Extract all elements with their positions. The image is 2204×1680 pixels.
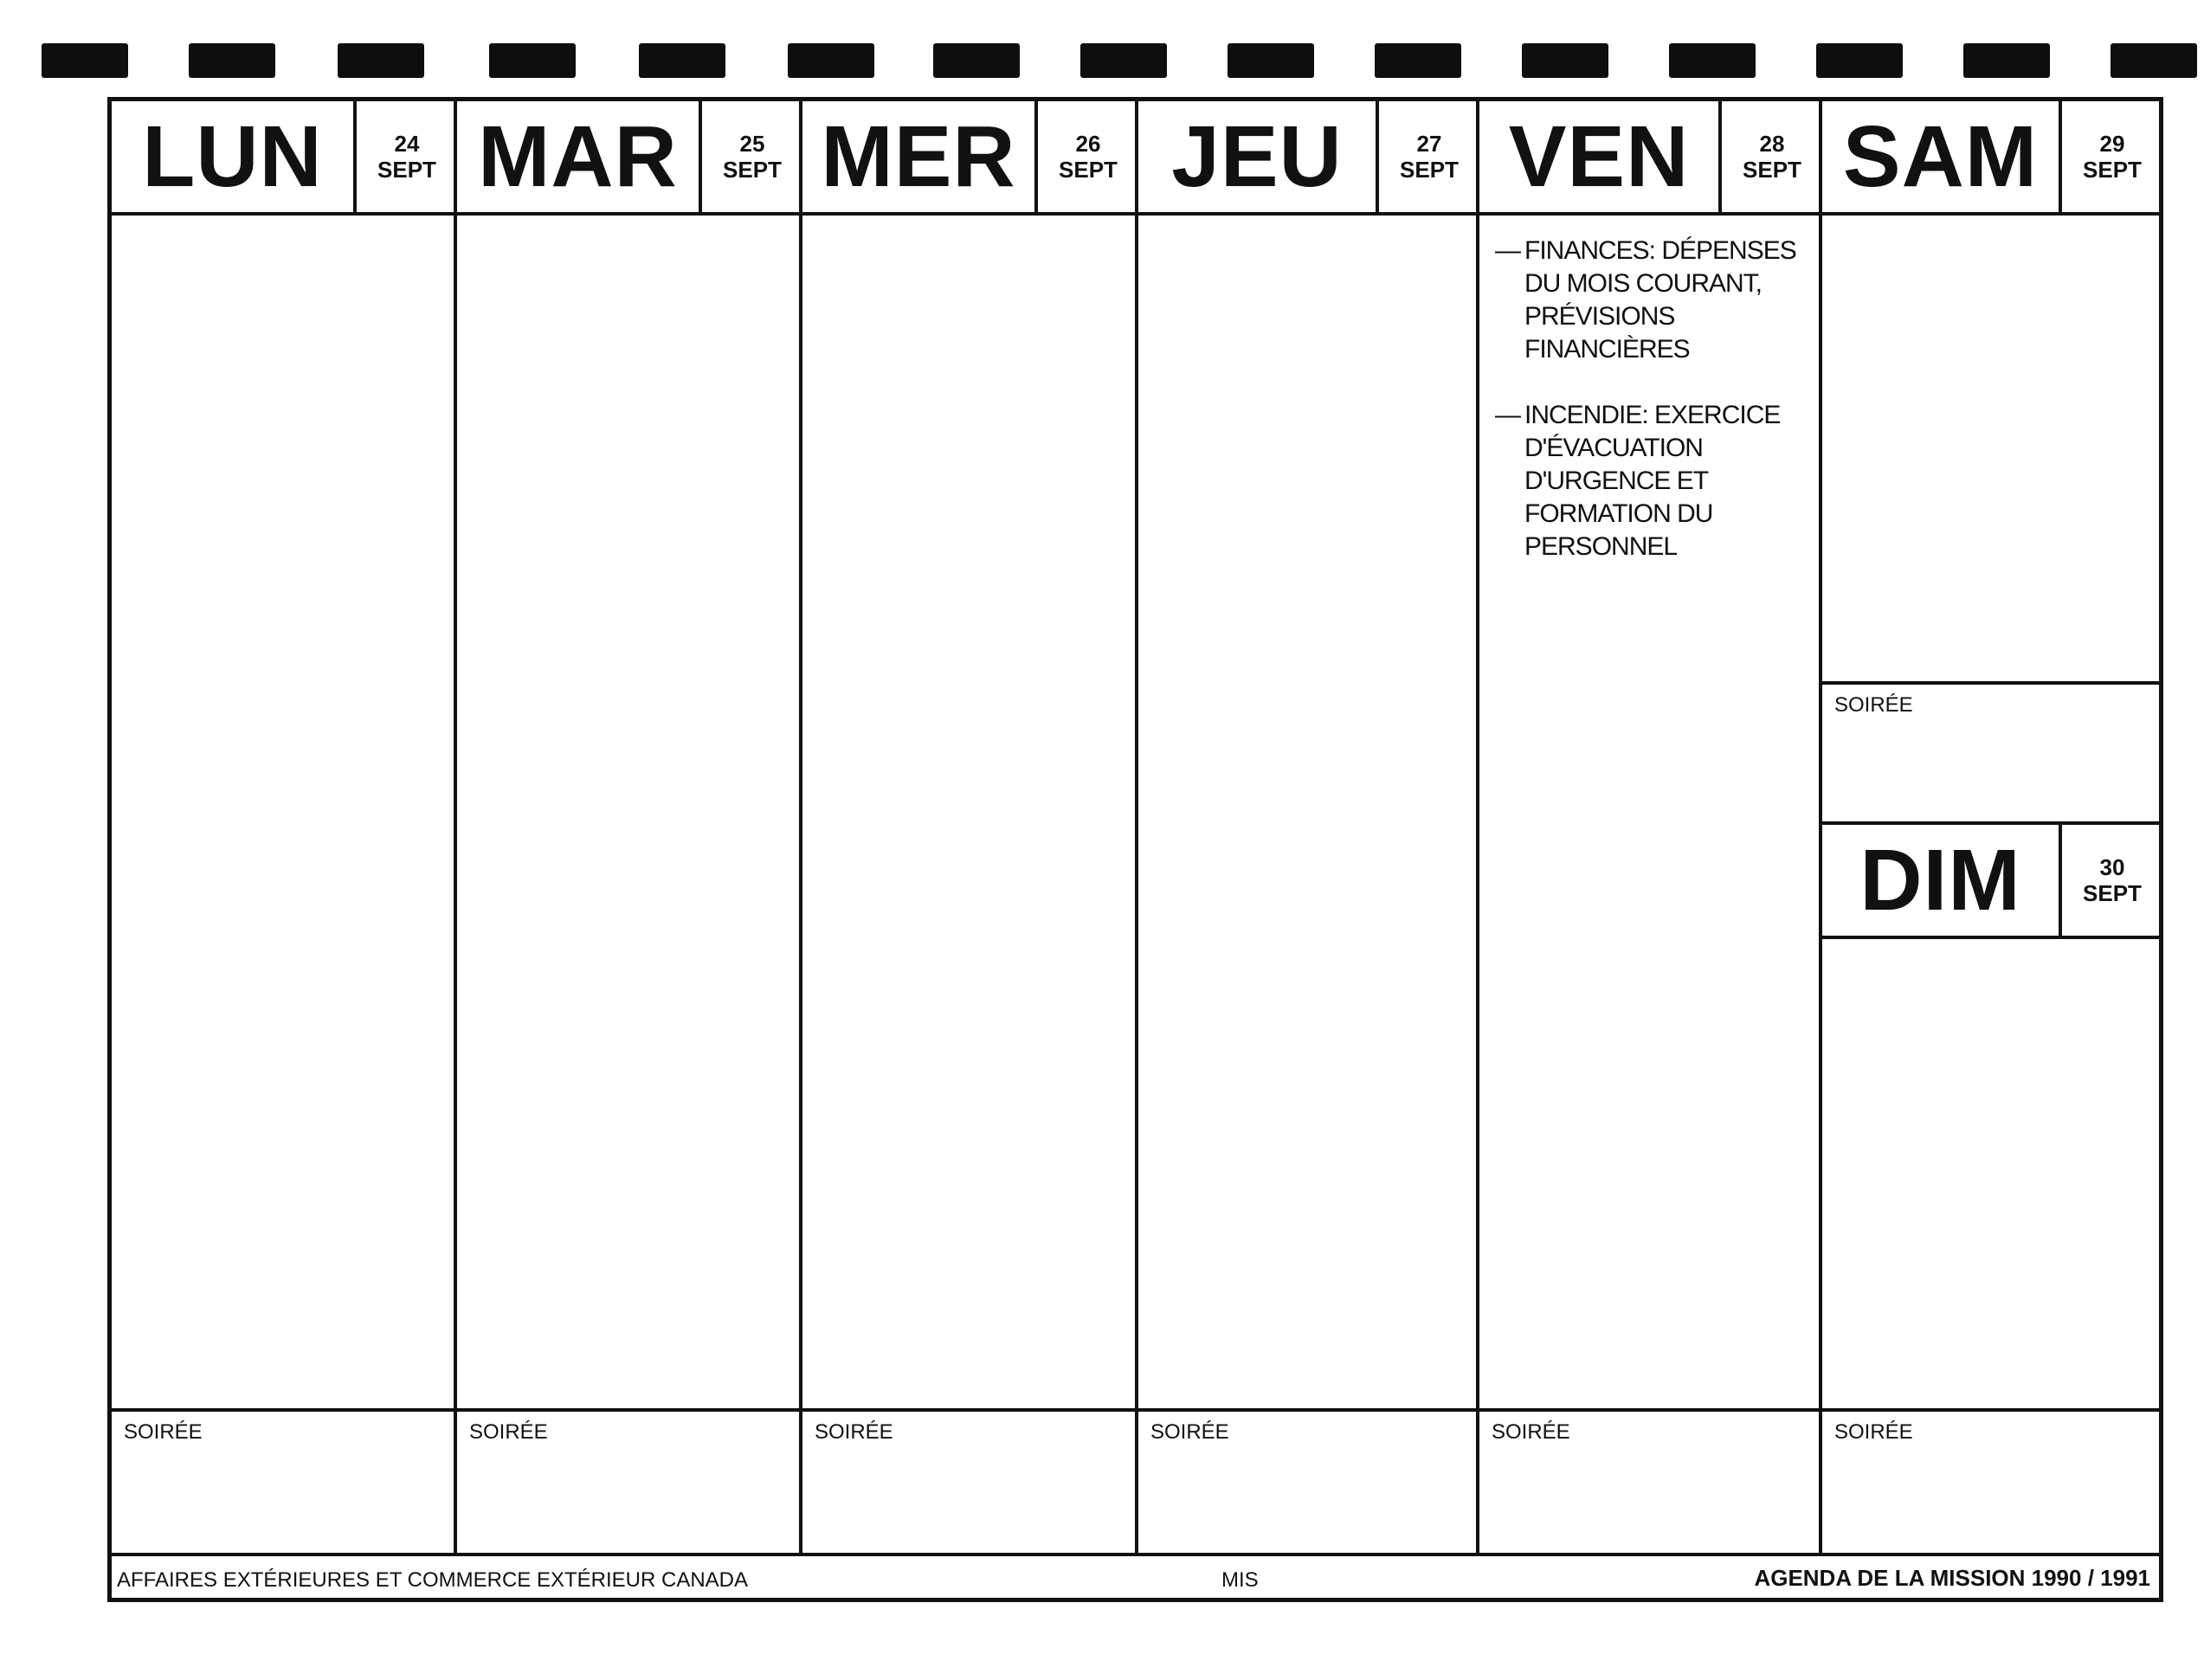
binder-hole: [639, 43, 725, 78]
day-column-thursday: [1138, 101, 1479, 1553]
binder-hole: [338, 43, 424, 78]
day-date: [706, 101, 799, 212]
day-month: SEPT: [377, 157, 436, 183]
sunday-notes-area[interactable]: [1822, 939, 2159, 1412]
day-notes-area[interactable]: [802, 216, 1135, 1412]
day-name: VEN: [1479, 101, 1722, 212]
day-column-monday: [112, 101, 457, 1553]
day-month: SEPT: [1400, 157, 1459, 183]
binder-hole: [1669, 43, 1756, 78]
note-text: FINANCES: DÉPENSES DU MOIS COURANT, PRÉVISIONS FINANCIÈRES: [1524, 236, 1796, 364]
binder-hole: [2111, 43, 2197, 78]
day-month: SEPT: [723, 157, 782, 183]
day-header: [802, 101, 1135, 216]
day-date: [360, 101, 454, 212]
day-date: [1725, 101, 1819, 212]
day-column-tuesday: [457, 101, 802, 1553]
day-number: 26: [1075, 131, 1101, 157]
footer-department: AFFAIRES EXTÉRIEURES ET COMMERCE EXTÉRIEUR CANADA: [117, 1568, 749, 1592]
evening-section[interactable]: [1479, 1412, 1819, 1553]
day-date: [1382, 101, 1476, 212]
day-number: 29: [2099, 131, 2125, 157]
day-header-sunday: [1822, 825, 2159, 939]
day-header: [1138, 101, 1476, 216]
day-column-weekend: [1822, 101, 2159, 1553]
footer-code: MIS: [1221, 1568, 1259, 1592]
day-month: SEPT: [1059, 157, 1118, 183]
agenda-notes: [1495, 235, 1815, 596]
day-number: 24: [394, 131, 420, 157]
binder-hole: [42, 43, 128, 78]
agenda-note: [1495, 235, 1815, 366]
evening-section[interactable]: [1138, 1412, 1476, 1553]
note-dash: —: [1495, 401, 1520, 429]
day-number: 25: [739, 131, 765, 157]
day-name: LUN: [112, 101, 357, 212]
binder-hole: [189, 43, 275, 78]
day-notes-area[interactable]: [1138, 216, 1476, 1412]
evening-section[interactable]: [112, 1412, 454, 1553]
day-column-friday: [1479, 101, 1822, 1553]
binder-hole: [1816, 43, 1903, 78]
day-month: SEPT: [2083, 157, 2142, 183]
day-date: [2065, 825, 2159, 936]
evening-label: SOIRÉE: [1150, 1420, 1229, 1444]
day-number: 27: [1416, 131, 1442, 157]
note-dash: —: [1495, 236, 1520, 265]
day-header-saturday: [1822, 101, 2159, 216]
day-header: [1479, 101, 1819, 216]
evening-label: SOIRÉE: [815, 1420, 893, 1444]
day-notes-area[interactable]: [112, 216, 454, 1412]
evening-label: SOIRÉE: [469, 1420, 548, 1444]
evening-label: SOIRÉE: [1834, 1420, 1913, 1444]
evening-label: SOIRÉE: [1834, 693, 1913, 717]
day-name: MAR: [457, 101, 702, 212]
binder-hole: [1228, 43, 1314, 78]
day-column-wednesday: [802, 101, 1138, 1553]
day-name: DIM: [1822, 825, 2062, 936]
day-name: MER: [802, 101, 1038, 212]
weekly-agenda: [107, 97, 2163, 1602]
binder-hole: [489, 43, 576, 78]
binder-hole: [1080, 43, 1167, 78]
day-date: [1041, 101, 1135, 212]
note-text: INCENDIE: EXERCICE D'ÉVACUATION D'URGENCE ET FORMATION DU PERSONNEL: [1524, 401, 1781, 561]
day-notes-area[interactable]: [457, 216, 799, 1412]
agenda-footer: [112, 1553, 2159, 1598]
footer-title: AGENDA DE LA MISSION 1990 / 1991: [1754, 1565, 2150, 1591]
binder-hole: [788, 43, 874, 78]
evening-label: SOIRÉE: [124, 1420, 203, 1444]
saturday-evening-section[interactable]: [1822, 685, 2159, 825]
day-month: SEPT: [2083, 880, 2142, 906]
binder-hole: [1963, 43, 2050, 78]
binder-hole: [1375, 43, 1461, 78]
evening-label: SOIRÉE: [1492, 1420, 1570, 1444]
day-number: 30: [2099, 854, 2125, 880]
day-header: [112, 101, 454, 216]
day-header: [457, 101, 799, 216]
day-notes-area[interactable]: [1479, 216, 1819, 1412]
evening-section[interactable]: [457, 1412, 799, 1553]
binder-hole: [933, 43, 1020, 78]
day-name: JEU: [1138, 101, 1379, 212]
day-number: 28: [1759, 131, 1785, 157]
binder-hole: [1522, 43, 1608, 78]
binder-holes: [0, 0, 2204, 95]
evening-section[interactable]: [802, 1412, 1135, 1553]
day-name: SAM: [1822, 101, 2062, 212]
day-date: [2065, 101, 2159, 212]
agenda-note: [1495, 399, 1815, 563]
saturday-notes-area[interactable]: [1822, 216, 2159, 685]
sunday-evening-section[interactable]: [1822, 1412, 2159, 1553]
day-month: SEPT: [1743, 157, 1801, 183]
